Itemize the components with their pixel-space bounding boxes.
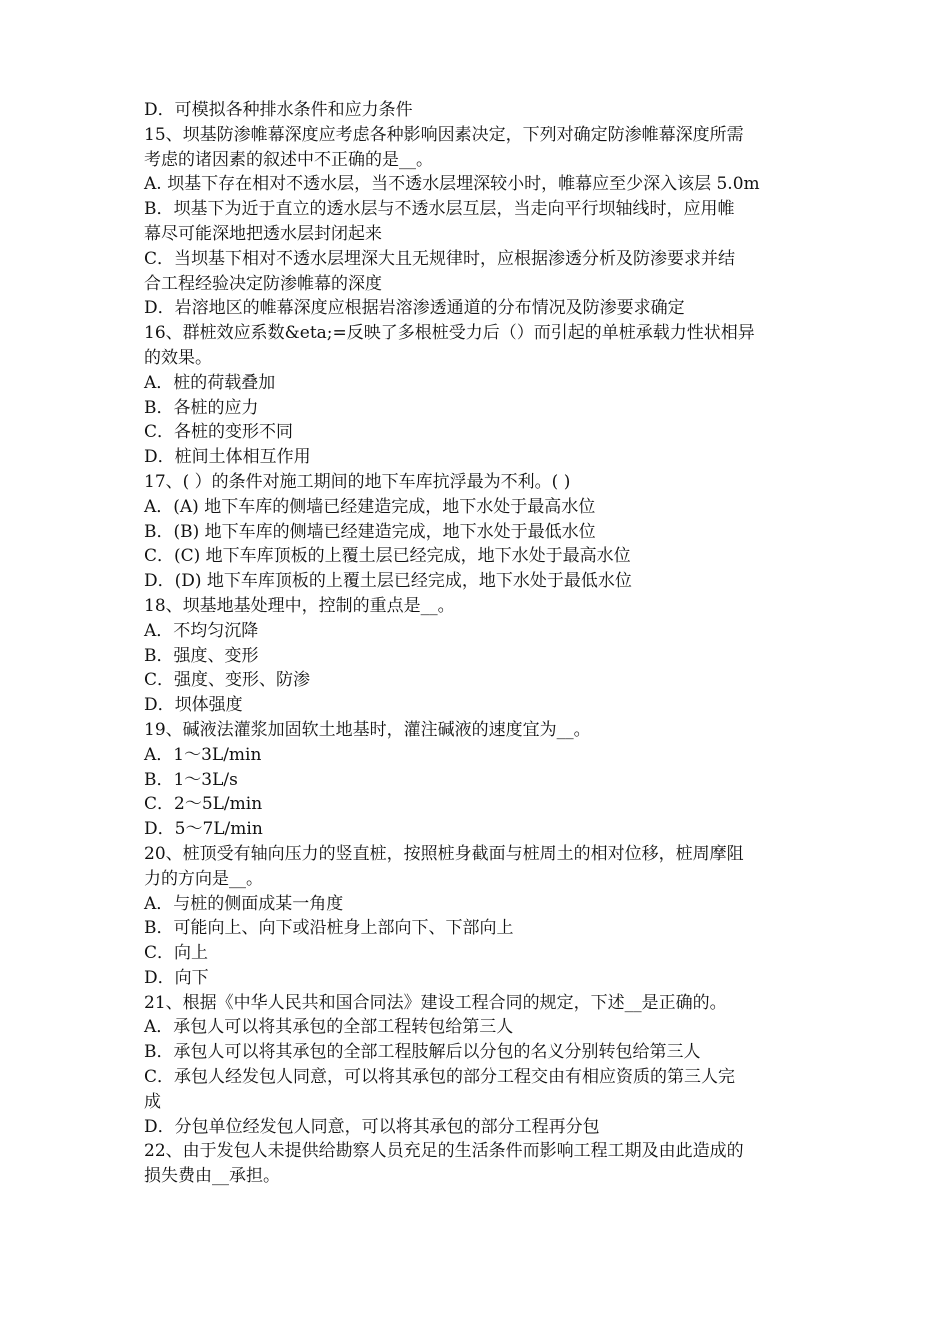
option-a-q18: A．不均匀沉降	[144, 620, 259, 641]
option-b-q21: B．承包人可以将其承包的全部工程肢解后以分包的名义分别转包给第三人	[144, 1042, 701, 1063]
option-b-q15-line-2: 幕尽可能深地把透水层封闭起来	[144, 223, 382, 244]
option-a-q17: A．(A) 地下车库的侧墙已经建造完成，地下水处于最高水位	[144, 496, 596, 517]
option-c-q20: C．向上	[144, 943, 209, 964]
option-b-q20: B．可能向上、向下或沿桩身上部向下、下部向上	[144, 918, 514, 939]
question-15-line-2: 考虑的诸因素的叙述中不正确的是__。	[144, 149, 433, 170]
option-c-q17: C．(C) 地下车库顶板的上覆土层已经完成，地下水处于最高水位	[144, 546, 631, 567]
option-c-q15-line-2: 合工程经验决定防渗帷幕的深度	[144, 273, 382, 294]
option-c-q21-line-1: C．承包人经发包人同意，可以将其承包的部分工程交由有相应资质的第三人完	[144, 1067, 736, 1088]
option-d-q19: D．5～7L/min	[144, 819, 263, 840]
option-b-q18: B．强度、变形	[144, 645, 259, 666]
question-20-line-2: 力的方向是__。	[144, 868, 263, 889]
question-17: 17、( ）的条件对施工期间的地下车库抗浮最为不利。( )	[144, 471, 571, 492]
option-d-q15: D．岩溶地区的帷幕深度应根据岩溶渗透通道的分布情况及防渗要求确定	[144, 298, 685, 319]
option-b-q16: B．各桩的应力	[144, 397, 259, 418]
option-c-q16: C．各桩的变形不同	[144, 422, 294, 443]
option-b-q19: B．1～3L/s	[144, 769, 238, 790]
option-d-q18: D．坝体强度	[144, 695, 243, 716]
option-d-q14: D．可模拟各种排水条件和应力条件	[144, 100, 413, 120]
option-a-q15: A. 坝基下存在相对不透水层，当不透水层埋深较小时，帷幕应至少深入该层 5.0m	[144, 174, 760, 195]
option-b-q15-line-1: B．坝基下为近于直立的透水层与不透水层互层，当走向平行坝轴线时，应用帷	[144, 199, 735, 220]
option-d-q17: D．(D) 地下车库顶板的上覆土层已经完成，地下水处于最低水位	[144, 571, 632, 592]
option-d-q21: D．分包单位经发包人同意，可以将其承包的部分工程再分包	[144, 1116, 600, 1137]
option-c-q18: C．强度、变形、防渗	[144, 670, 311, 691]
option-c-q15-line-1: C．当坝基下相对不透水层埋深大且无规律时，应根据渗透分析及防渗要求并结	[144, 248, 736, 269]
question-22-line-1: 22、由于发包人未提供给勘察人员充足的生活条件而影响工程工期及由此造成的	[144, 1141, 744, 1162]
option-d-q16: D．桩间土体相互作用	[144, 447, 311, 468]
question-22-line-2: 损失费由__承担。	[144, 1166, 280, 1187]
option-c-q19: C．2～5L/min	[144, 794, 263, 815]
question-20-line-1: 20、桩顶受有轴向压力的竖直桩，按照桩身截面与桩周土的相对位移，桩周摩阻	[144, 843, 744, 864]
question-16-line-2: 的效果。	[144, 347, 212, 368]
option-d-q20: D．向下	[144, 967, 209, 988]
option-b-q17: B．(B) 地下车库的侧墙已经建造完成，地下水处于最低水位	[144, 521, 596, 542]
option-a-q20: A．与桩的侧面成某一角度	[144, 893, 344, 914]
question-19: 19、碱液法灌浆加固软土地基时，灌注碱液的速度宜为__。	[144, 719, 591, 740]
question-18: 18、坝基地基处理中，控制的重点是__。	[144, 595, 455, 616]
document-page	[144, 98, 812, 1189]
option-a-q21: A．承包人可以将其承包的全部工程转包给第三人	[144, 1017, 514, 1038]
option-c-q21-line-2: 成	[144, 1091, 161, 1112]
question-15-line-1: 15、坝基防渗帷幕深度应考虑各种影响因素决定，下列对确定防渗帷幕深度所需	[144, 124, 744, 145]
option-a-q19: A．1～3L/min	[144, 744, 262, 765]
question-16-line-1: 16、群桩效应系数&eta;=反映了多根桩受力后（）而引起的单桩承载力性状相异	[144, 323, 755, 344]
question-21: 21、根据《中华人民共和国合同法》建设工程合同的规定，下述__是正确的。	[144, 992, 727, 1013]
option-a-q16: A．桩的荷载叠加	[144, 372, 276, 393]
